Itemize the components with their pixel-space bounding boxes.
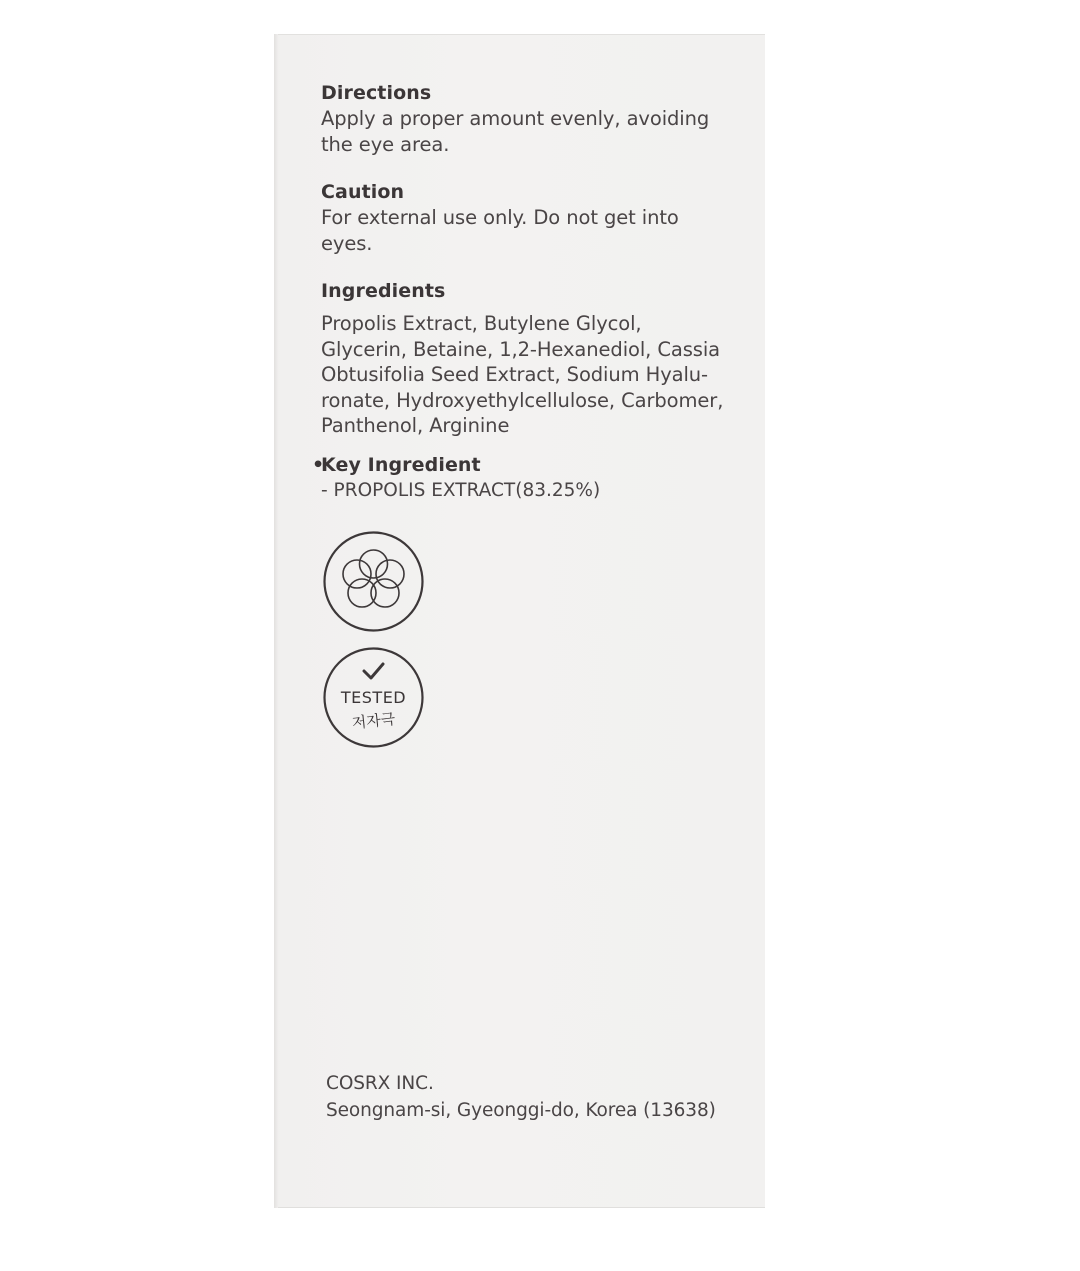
- ingredients-line: Glycerin, Betaine, 1,2-Hexanediol, Cassia: [321, 337, 721, 361]
- ingredients-line: Propolis Extract, Butylene Glycol,: [321, 312, 642, 335]
- caution-line: eyes.: [321, 232, 373, 255]
- directions-heading: Directions: [321, 82, 432, 104]
- tested-label: TESTED: [340, 688, 407, 707]
- key-ingredient-value: - PROPOLIS EXTRACT(83.25%): [321, 480, 601, 501]
- ingredients-heading: Ingredients: [321, 280, 446, 302]
- ingredients-line: Panthenol, Arginine: [321, 414, 510, 437]
- directions-text: [321, 106, 741, 158]
- ingredients-section: [321, 278, 741, 439]
- caution-section: [321, 179, 741, 257]
- key-ingredient-bullet: •: [312, 454, 325, 476]
- ingredients-line: ronate, Hydroxyethylcellulose, Carbomer,: [321, 388, 724, 412]
- directions-section: [321, 80, 741, 158]
- caution-line: For external use only. Do not get into: [321, 206, 679, 229]
- caution-heading: Caution: [321, 181, 405, 203]
- ingredients-text: [321, 311, 741, 439]
- caution-text: [321, 205, 741, 257]
- tested-badge: [322, 646, 425, 749]
- directions-line: the eye area.: [321, 133, 450, 156]
- company-address: Seongnam-si, Gyeonggi-do, Korea (13638): [326, 1100, 716, 1121]
- ingredients-line: Obtusifolia Seed Extract, Sodium Hyalu-: [321, 363, 708, 386]
- key-ingredient-section: [321, 452, 741, 504]
- flower-circle-icon: [322, 530, 425, 633]
- product-box-edge: [274, 34, 278, 1208]
- tested-korean-label: 저자극: [350, 709, 397, 733]
- company-name: COSRX INC.: [326, 1073, 434, 1094]
- key-ingredient-heading: Key Ingredient: [321, 454, 481, 476]
- company-info: [326, 1070, 746, 1124]
- directions-line: Apply a proper amount evenly, avoiding: [321, 107, 710, 130]
